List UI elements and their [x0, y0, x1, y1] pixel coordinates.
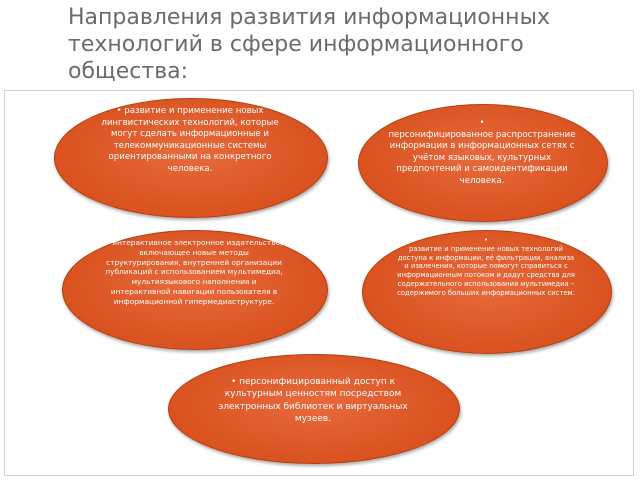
- bullet-icon: •: [479, 118, 485, 128]
- direction-label-4: развитие и применение новых технологий доступа к информации, её фильтрации, анализа и извлечения, которые помогут справиться с информационным потоком и дадут средства для содержательного использования мультимедиа – содержимого больших информационных систем.: [397, 244, 575, 297]
- page-title: Направления развития информационных технологий в сфере информационного общества:: [68, 5, 550, 84]
- direction-label-1: развитие и применение новых лингвистических технологий, которые могут сделать информационные и телекоммуникационные системы ориентированными на конкретного человека.: [101, 106, 279, 174]
- direction-text-3: [104, 238, 284, 307]
- direction-label-2: персонифицированное распространение информации в информационных сетях с учётом языковых, культурных предпочтений и самоидентификации человека.: [388, 129, 576, 186]
- bullet-icon: •: [116, 106, 122, 116]
- direction-text-4: [396, 236, 576, 298]
- direction-label-3: интерактивное электронное издательство, включающее новые методы структурирования, внутренней организации публикаций с использованием мультимедиа, мультиязыкового наполнения и интерактивной навигации пользователя в информационной гипермедиаструктуре.: [105, 238, 283, 306]
- direction-text-2: [383, 118, 581, 188]
- bullet-icon: •: [483, 236, 488, 244]
- bullet-icon: •: [230, 377, 237, 387]
- direction-text-1: [92, 106, 288, 176]
- bullet-icon: •: [105, 238, 110, 247]
- direction-text-5: [202, 376, 424, 426]
- direction-label-5: персонифицированный доступ к культурным ценностям посредством электронных библиотек и виртуальных музеев.: [218, 377, 408, 425]
